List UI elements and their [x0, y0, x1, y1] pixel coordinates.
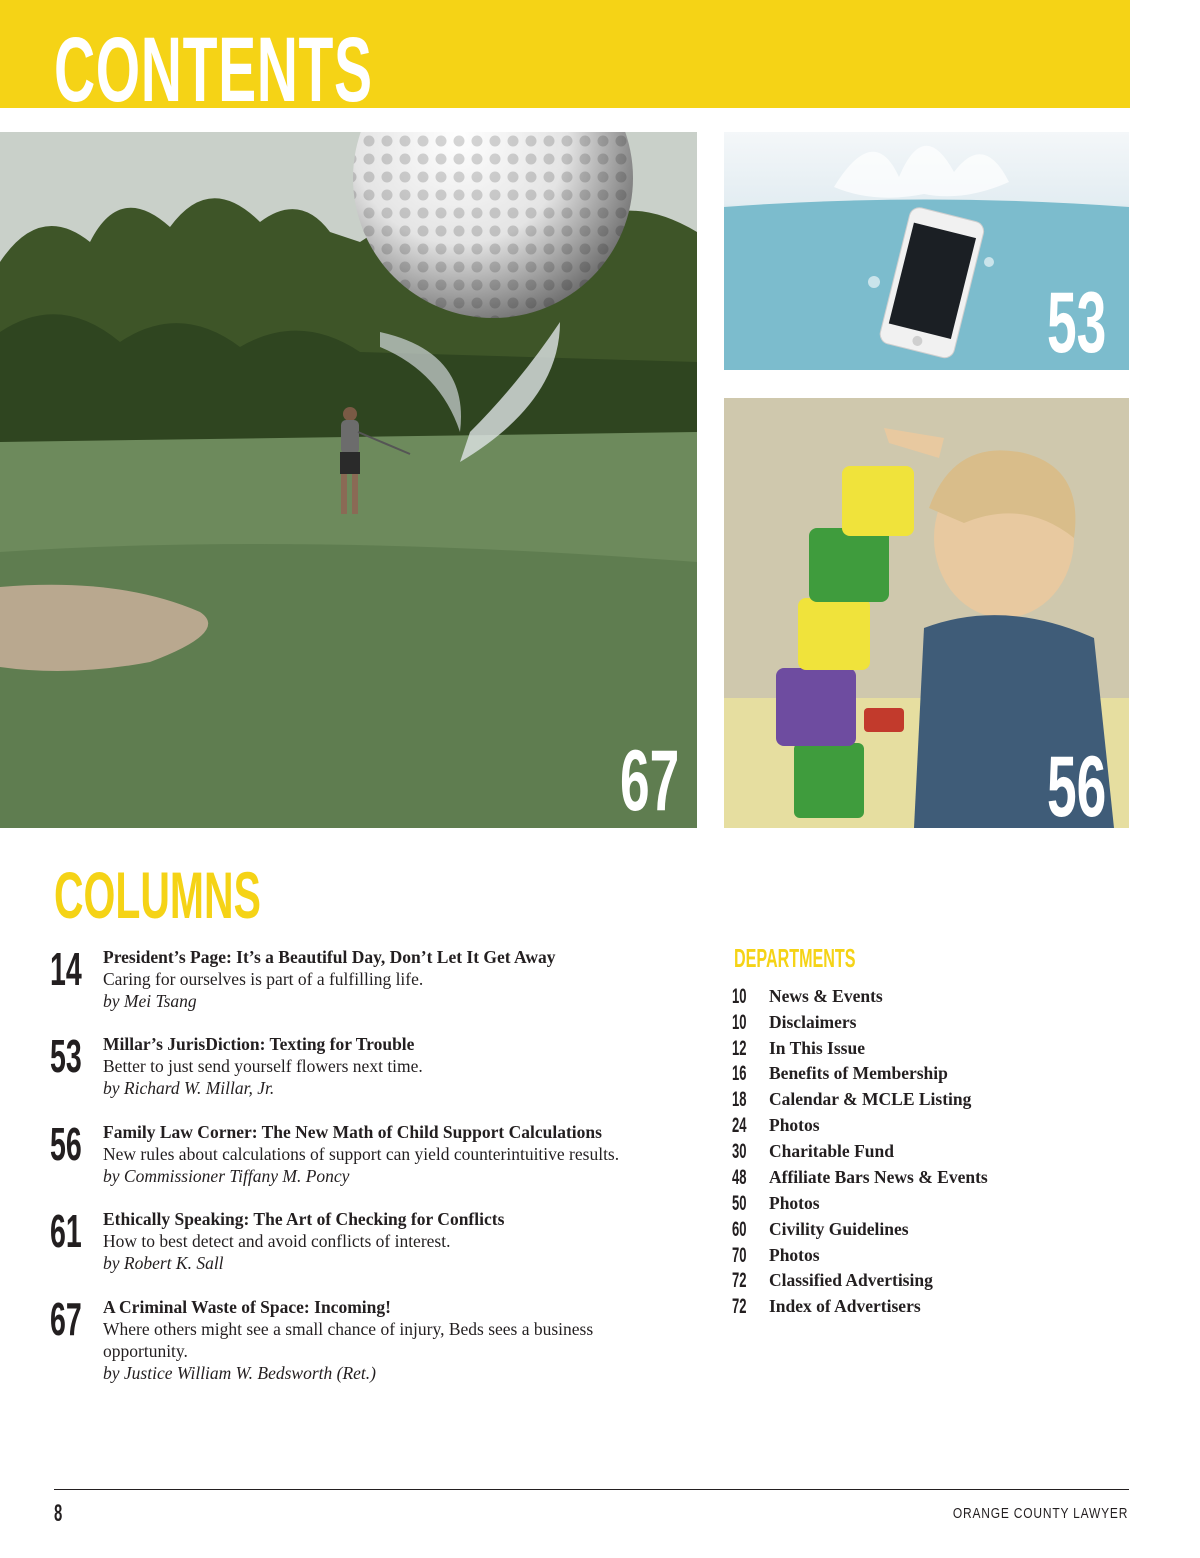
column-title: Family Law Corner: The New Math of Child Support Calculations	[103, 1122, 602, 1142]
department-label: Photos	[769, 1193, 820, 1213]
department-label: Disclaimers	[769, 1012, 857, 1032]
department-label: Benefits of Membership	[769, 1063, 948, 1083]
phone-photo	[724, 132, 1129, 370]
department-page-number: 12	[732, 1037, 747, 1060]
phone-page-number: 53	[1047, 275, 1107, 370]
department-page-number: 72	[732, 1269, 747, 1292]
footer-page-number: 8	[54, 1500, 63, 1527]
column-title: Ethically Speaking: The Art of Checking for Conflicts	[103, 1209, 505, 1229]
column-byline: by Robert K. Sall	[103, 1253, 224, 1273]
column-page-number: 14	[50, 943, 82, 995]
column-title: Millar’s JurisDiction: Texting for Trouble	[103, 1034, 415, 1054]
golf-photo	[0, 132, 697, 828]
departments-heading: DEPARTMENTS	[734, 943, 856, 973]
department-page-number: 10	[732, 985, 747, 1008]
department-page-number: 24	[732, 1114, 747, 1137]
department-label: Classified Advertising	[769, 1270, 933, 1290]
blocks-page-number: 56	[1047, 739, 1107, 828]
footer-magazine-name: ORANGE COUNTY LAWYER	[952, 1505, 1128, 1522]
column-page-number: 56	[50, 1118, 82, 1170]
department-page-number: 16	[732, 1062, 747, 1085]
page-title: CONTENTS	[54, 19, 373, 121]
column-byline: by Mei Tsang	[103, 991, 197, 1011]
department-page-number: 10	[732, 1011, 747, 1034]
column-title: President’s Page: It’s a Beautiful Day, Don’t Let It Get Away	[103, 947, 556, 967]
column-byline: by Commissioner Tiffany M. Poncy	[103, 1166, 350, 1186]
column-page-number: 61	[50, 1205, 82, 1257]
column-page-number: 53	[50, 1030, 82, 1082]
department-label: Affiliate Bars News & Events	[769, 1167, 988, 1187]
department-label: Calendar & MCLE Listing	[769, 1089, 972, 1109]
column-byline: by Justice William W. Bedsworth (Ret.)	[103, 1363, 376, 1383]
department-label: Civility Guidelines	[769, 1219, 909, 1239]
column-description: Where others might see a small chance of injury, Beds sees a business opportunity.	[103, 1319, 594, 1361]
golf-illustration	[0, 132, 697, 828]
columns-heading: COLUMNS	[54, 858, 261, 932]
column-description: Caring for ourselves is part of a fulfilling life.	[103, 969, 424, 989]
golf-page-number: 67	[620, 733, 680, 828]
department-label: News & Events	[769, 986, 883, 1006]
column-description: New rules about calculations of support can yield counterintuitive results.	[103, 1144, 620, 1164]
department-label: Photos	[769, 1115, 820, 1135]
column-title: A Criminal Waste of Space: Incoming!	[103, 1297, 391, 1317]
department-page-number: 72	[732, 1295, 747, 1318]
department-label: Photos	[769, 1245, 820, 1265]
department-page-number: 50	[732, 1192, 747, 1215]
column-page-number: 67	[50, 1293, 82, 1345]
department-page-number: 70	[732, 1244, 747, 1267]
department-page-number: 48	[732, 1166, 747, 1189]
department-label: Index of Advertisers	[769, 1296, 921, 1316]
blocks-photo	[724, 398, 1129, 828]
department-page-number: 60	[732, 1218, 747, 1241]
department-page-number: 30	[732, 1140, 747, 1163]
department-label: In This Issue	[769, 1038, 865, 1058]
column-description: Better to just send yourself flowers next time.	[103, 1056, 423, 1076]
column-byline: by Richard W. Millar, Jr.	[103, 1078, 275, 1098]
department-page-number: 18	[732, 1088, 747, 1111]
column-description: How to best detect and avoid conflicts of interest.	[103, 1231, 451, 1251]
footer-divider	[54, 1489, 1129, 1490]
department-label: Charitable Fund	[769, 1141, 894, 1161]
